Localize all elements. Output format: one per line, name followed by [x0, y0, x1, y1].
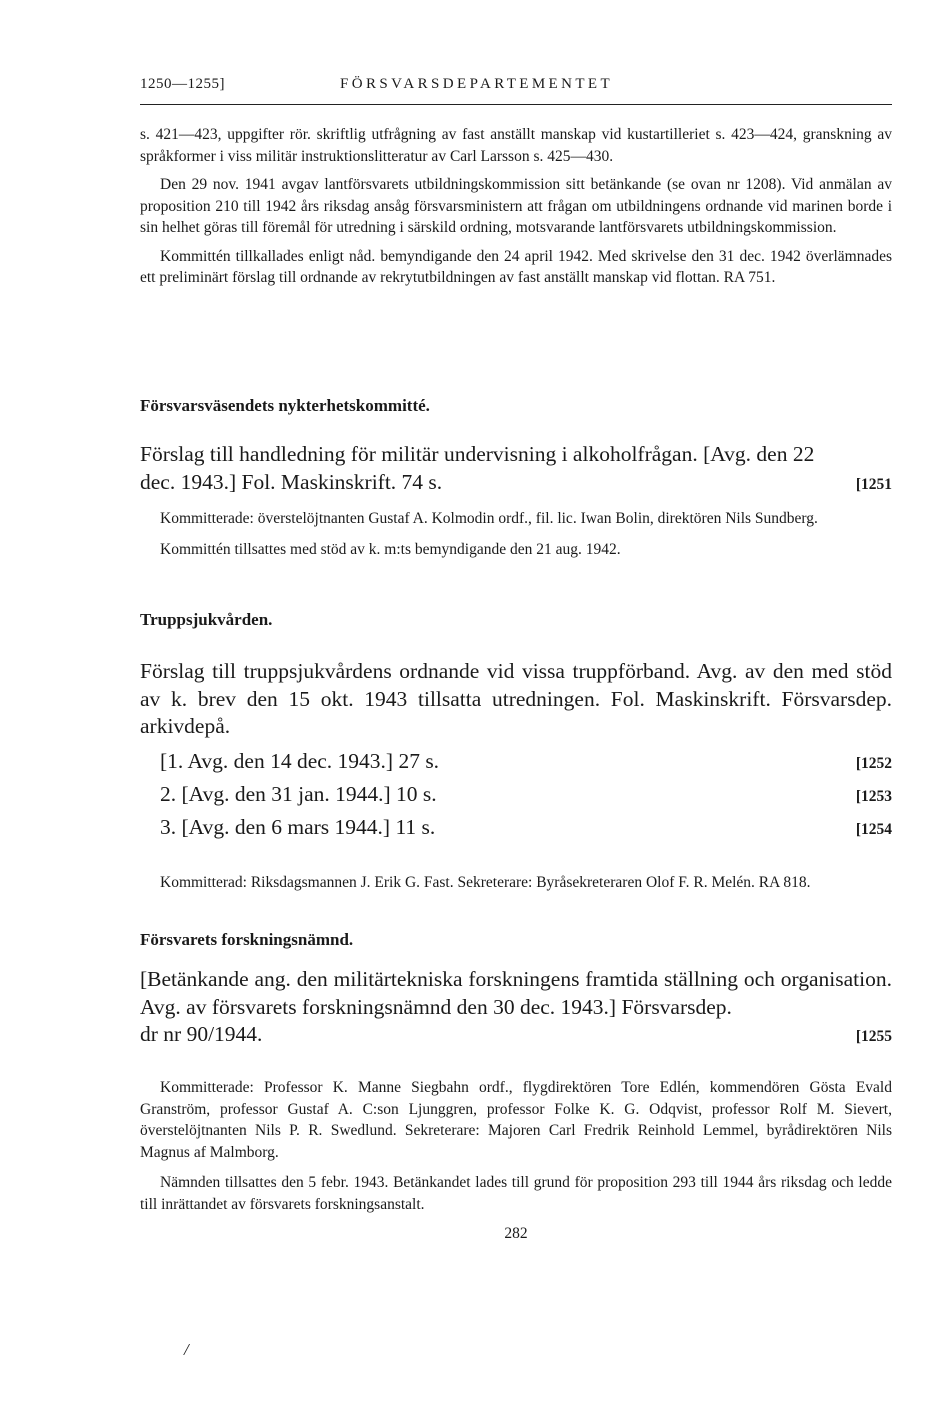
page-range: 1250—1255] [140, 76, 225, 92]
header-rule [140, 104, 892, 105]
entry-number-1252: [1252 [855, 755, 892, 772]
section1-title-line2-row [140, 469, 892, 497]
list-item [140, 815, 892, 848]
section3-members: Kommitterade: Professor K. Manne Siegbahn ordf., flygdirektören Tore Edlén, kommendören Gösta Evald Granström, professor Gustaf A. C:son Ljunggren, professor Folke K. G. Odqvist, professor Rolf M. Sievert, överstelöjtnanten Nils P. R. Swedlund. Sekreterare: Majoren Carl Fredrik Reinhold Lemmel, byrådirektören Nils Magnus af Malmborg. [140, 1079, 892, 1161]
section3-details [140, 1077, 892, 1215]
page-number: 282 [504, 1225, 528, 1242]
item-text: 3. [Avg. den 6 mars 1944.] 11 s. [160, 815, 436, 839]
section1-title-line2: dec. 1943.] Fol. Maskinskrift. 74 s. [140, 469, 443, 494]
entry-number-1251: [1251 [855, 475, 892, 493]
intro-block [140, 124, 892, 289]
section3-title [140, 966, 892, 1049]
section1-details [140, 508, 892, 560]
entry-number-1253: [1253 [855, 788, 892, 805]
section1-members: Kommitterade: överstelöjtnanten Gustaf A. Kolmodin ordf., fil. lic. Iwan Bolin, direktören Nils Sundberg. [160, 510, 818, 527]
intro-paragraph-2: Den 29 nov. 1941 avgav lantförsvarets utbildningskommission sitt betänkande (se ovan nr 1208). Vid anmälan av proposition 210 till 1942 års riksdag ansåg försvarsministern att frågan om utbildningens ordnande vid marinen borde i sin helhet göras till föremål för utredning i särskild ordning, motsvarande lantförsvarets utbildningskommission. [140, 176, 892, 236]
entry-number-1255: [1255 [855, 1028, 892, 1045]
list-item [140, 749, 892, 782]
department-title: FÖRSVARSDEPARTEMENTET [340, 76, 614, 92]
section3-title-main: [Betänkande ang. den militärtekniska forskningens framtida ställning och organisation. Avg. av försvarets forskningsnämnd den 30 dec. 1943.] Försvarsdep. [140, 967, 892, 1019]
section3-title-last: dr nr 90/1944. [140, 1022, 263, 1046]
section1-title [140, 441, 892, 496]
item-text: [1. Avg. den 14 dec. 1943.] 27 s. [160, 749, 440, 773]
section2-title: Förslag till truppsjukvårdens ordnande vid vissa truppförband. Avg. av den med stöd av k. brev den 15 okt. 1943 tillsatta utredningen. Fol. Maskinskrift. Försvarsdep. arkivdepå. [140, 659, 892, 738]
section-heading-forskningsnamnd: Försvarets forskningsnämnd. [140, 930, 354, 949]
entry-number-1254: [1254 [855, 821, 892, 838]
section1-note: Kommittén tillsattes med stöd av k. m:ts bemyndigande den 21 aug. 1942. [160, 540, 621, 558]
section3-title-last-row [140, 1021, 892, 1049]
section2-items [140, 749, 892, 848]
item-text: 2. [Avg. den 31 jan. 1944.] 10 s. [160, 782, 437, 806]
list-item [140, 782, 892, 815]
intro-paragraph-3: Kommittén tillkallades enligt nåd. bemyndigande den 24 april 1942. Med skrivelse den 31 dec. 1942 överlämnades ett preliminärt förslag till ordnande av rekrytutbildningen av fast anställt manskap vid flottan. RA 751. [140, 247, 892, 286]
section-heading-nykterhet: Försvarsväsendets nykterhetskommitté. [140, 396, 430, 415]
section-heading-truppsjukvarden: Truppsjukvården. [140, 610, 273, 629]
section3-note: Nämnden tillsattes den 5 febr. 1943. Betänkandet lades till grund för proposition 293 till 1944 års riksdag och ledde till inrättandet av försvarets forskningsanstalt. [140, 1174, 892, 1213]
stray-mark: / [184, 1340, 189, 1359]
running-head [140, 76, 892, 93]
section1-title-line1: Förslag till handledning för militär undervisning i alkoholfrågan. [Avg. den 22 [140, 442, 815, 466]
intro-paragraph-1: s. 421—423, uppgifter rör. skriftlig utfrågning av fast anställt manskap vid kustartilleriet s. 423—424, granskning av språkformer i viss militär instruktionslitteratur av Carl Larsson s. 425—430. [140, 126, 892, 165]
section2-members: Kommitterad: Riksdagsmannen J. Erik G. Fast. Sekreterare: Byråsekreteraren Olof F. R. Melén. RA 818. [160, 873, 811, 891]
